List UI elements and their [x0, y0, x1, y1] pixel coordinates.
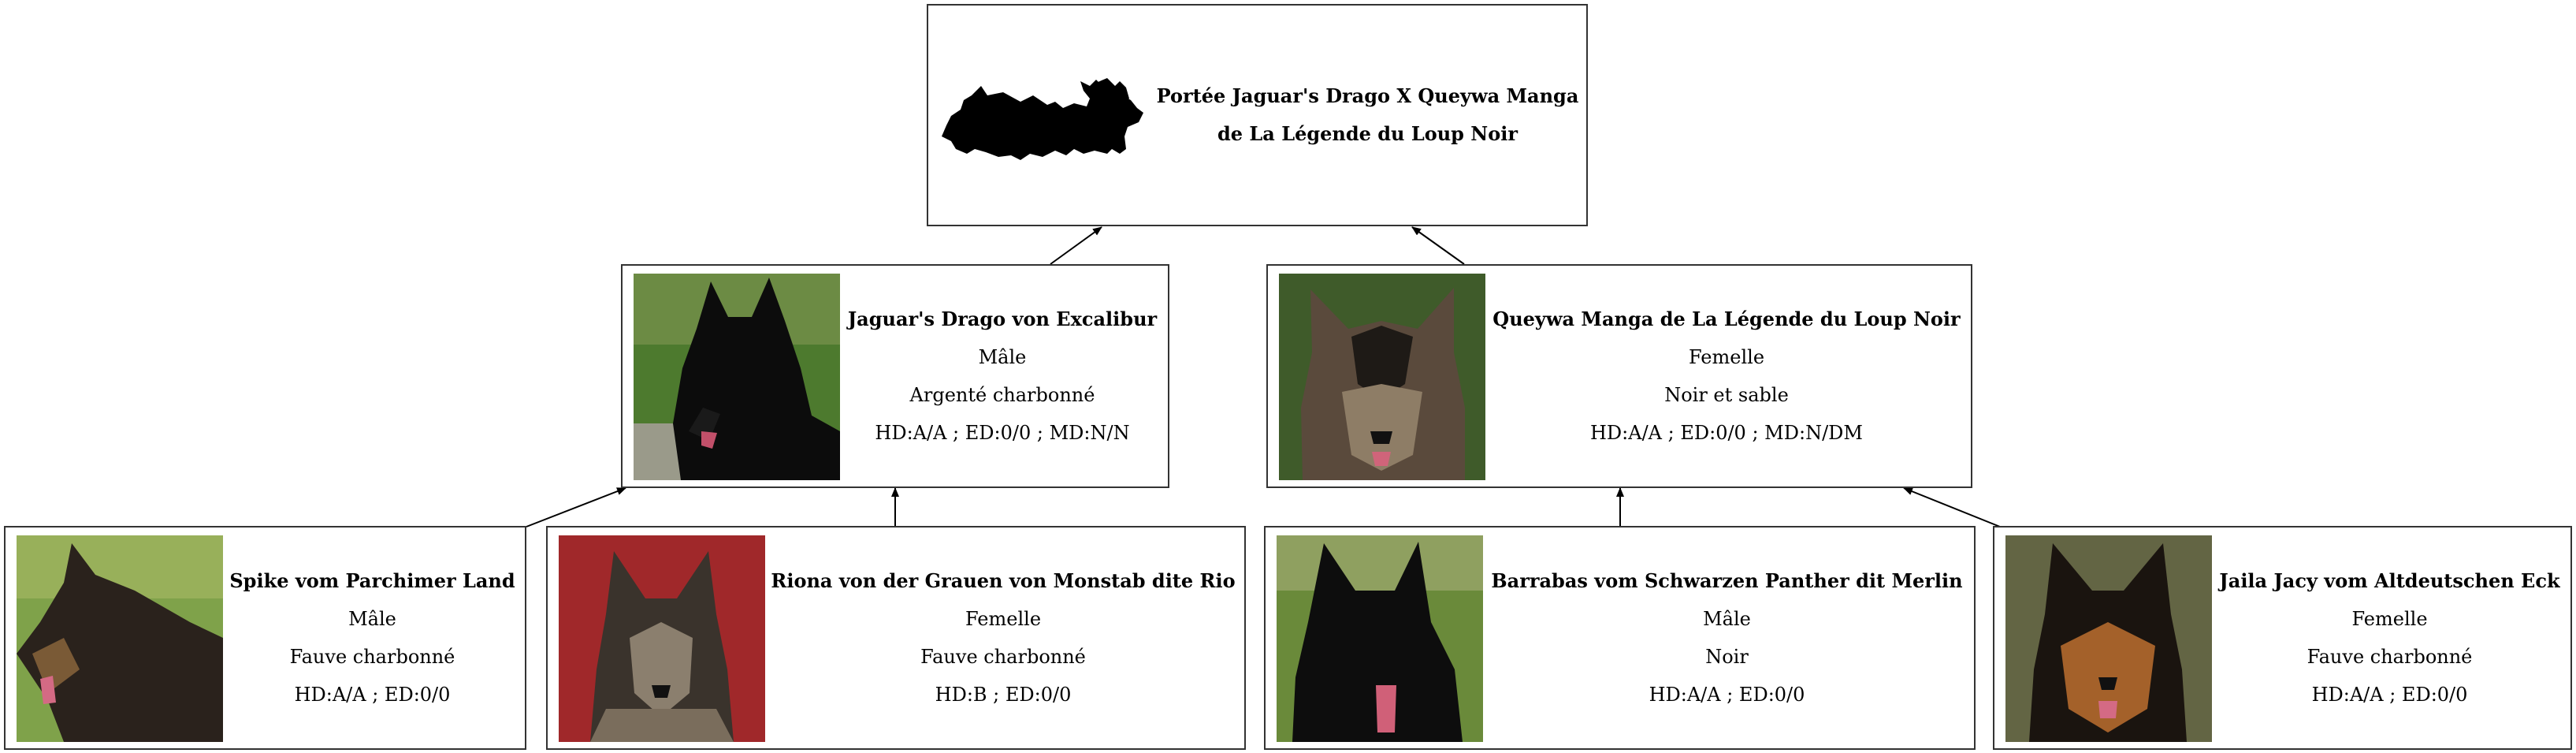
dog-sex: Femelle — [2351, 608, 2428, 630]
edge-queywa-to-litter — [1412, 227, 1464, 264]
grandparent-node-jaila[interactable] — [1993, 526, 2572, 750]
dog-sex: Mâle — [348, 608, 396, 630]
dog-name: Barrabas vom Schwarzen Panther dit Merlin — [1491, 569, 1963, 592]
dog-photo-queywa — [1279, 274, 1485, 480]
dog-sex: Femelle — [965, 608, 1042, 630]
dog-name: Jaila Jacy vom Altdeutschen Eck — [2219, 569, 2560, 592]
grandparent-info-barrabas — [1485, 527, 1969, 748]
dog-color: Noir — [1705, 646, 1749, 668]
grandparent-info-jaila — [2214, 527, 2566, 748]
litter-title-line2: de La Légende du Loup Noir — [1217, 122, 1518, 145]
dog-photo-riona — [559, 535, 765, 742]
dog-health: HD:A/A ; ED:0/0 ; MD:N/N — [875, 422, 1130, 444]
dog-color: Noir et sable — [1664, 384, 1789, 406]
puppies-silhouette-image — [940, 78, 1147, 165]
grandparent-info-riona — [767, 527, 1240, 748]
litter-title — [1155, 6, 1580, 225]
dog-photo-jaila — [2005, 535, 2212, 742]
dog-photo-spike — [17, 535, 223, 742]
dog-photo-barrabas — [1277, 535, 1483, 742]
parent-node-drago[interactable] — [621, 264, 1169, 488]
dog-color: Argenté charbonné — [909, 384, 1095, 406]
edge-drago-to-litter — [1050, 227, 1102, 264]
grandparent-node-spike[interactable] — [4, 526, 526, 750]
dog-name: Queywa Manga de La Légende du Loup Noir — [1492, 308, 1961, 330]
dog-color: Fauve charbonné — [2307, 646, 2473, 668]
parent-node-queywa[interactable] — [1266, 264, 1972, 488]
dog-health: HD:B ; ED:0/0 — [935, 684, 1072, 706]
dog-color: Fauve charbonné — [289, 646, 455, 668]
litter-title-line1: Portée Jaguar's Drago X Queywa Manga — [1156, 84, 1579, 107]
dog-name: Jaguar's Drago von Excalibur — [847, 308, 1158, 330]
dog-health: HD:A/A ; ED:0/0 — [2311, 684, 2468, 706]
parent-info-drago — [842, 266, 1163, 486]
dog-name: Riona von der Grauen von Monstab dite Rio — [771, 569, 1236, 592]
dog-sex: Mâle — [1703, 608, 1751, 630]
litter-node[interactable] — [927, 4, 1588, 226]
dog-sex: Mâle — [978, 346, 1027, 368]
grandparent-info-spike — [225, 527, 520, 748]
grandparent-node-riona[interactable] — [546, 526, 1246, 750]
dog-sex: Femelle — [1688, 346, 1765, 368]
dog-health: HD:A/A ; ED:0/0 — [1649, 684, 1805, 706]
parent-info-queywa — [1487, 266, 1966, 486]
dog-health: HD:A/A ; ED:0/0 — [294, 684, 451, 706]
grandparent-node-barrabas[interactable] — [1264, 526, 1976, 750]
dog-health: HD:A/A ; ED:0/0 ; MD:N/DM — [1590, 422, 1863, 444]
edge-jaila-to-queywa — [1904, 488, 2000, 527]
dog-color: Fauve charbonné — [920, 646, 1086, 668]
edge-spike-to-drago — [526, 488, 626, 527]
dog-photo-drago — [634, 274, 840, 480]
dog-name: Spike vom Parchimer Land — [229, 569, 515, 592]
